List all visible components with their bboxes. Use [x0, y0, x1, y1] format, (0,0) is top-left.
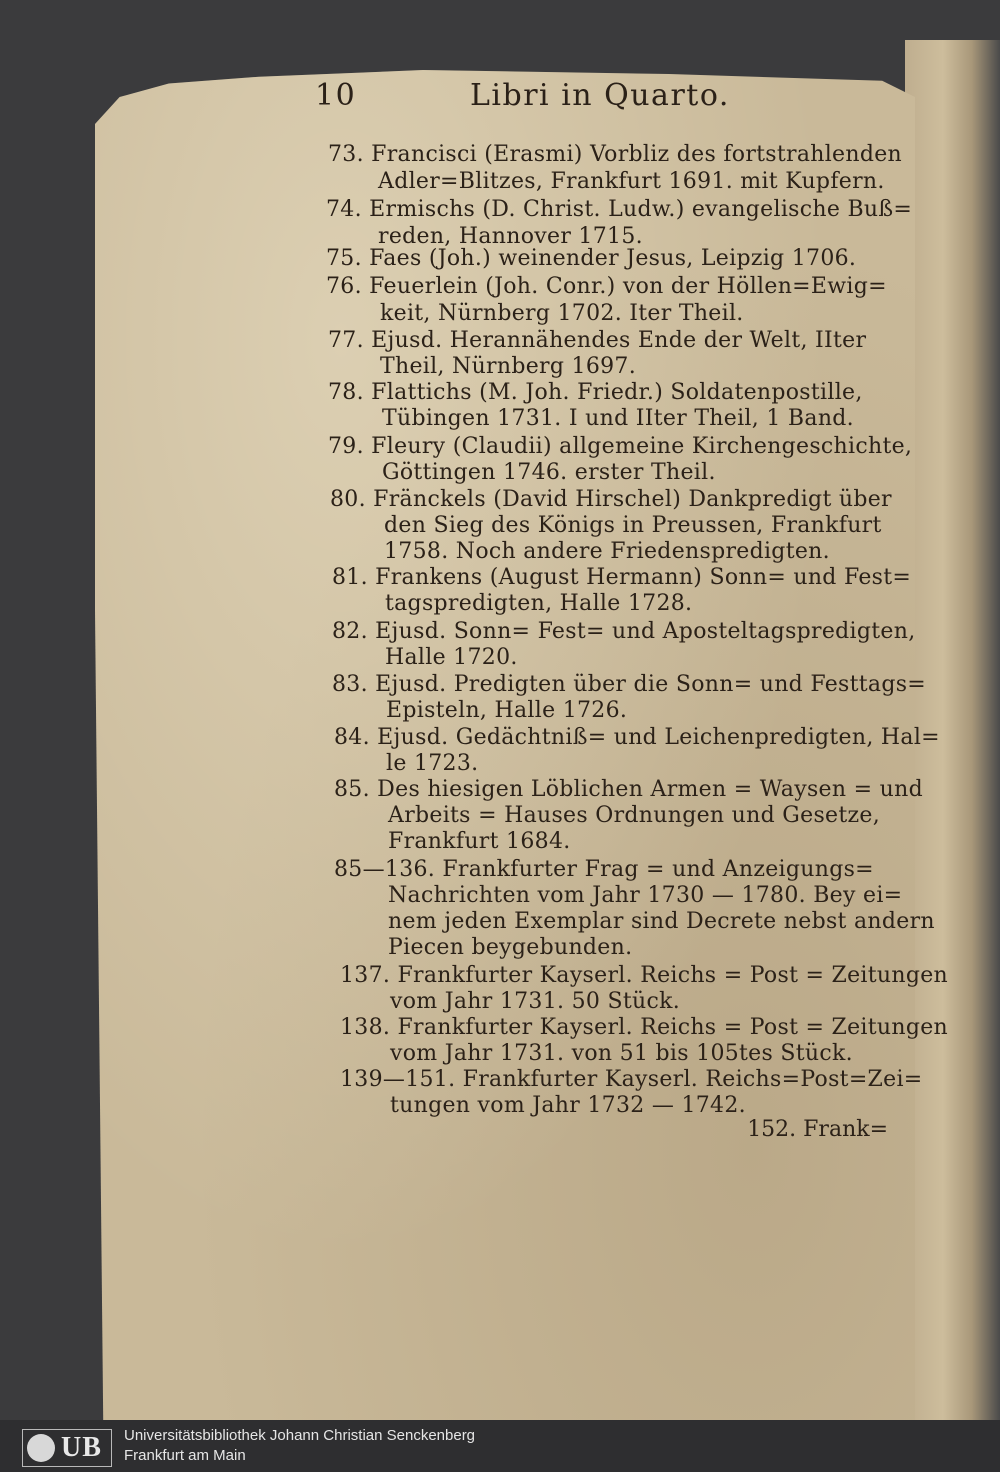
text-line: Frankfurt 1684.	[388, 829, 571, 854]
library-footer	[0, 1420, 1000, 1472]
text-line: Theil, Nürnberg 1697.	[380, 354, 637, 379]
text-line: 1758. Noch andere Friedenspredigten.	[384, 539, 830, 564]
text-line: 81. Frankens (August Hermann) Sonn= und Fest=	[332, 565, 912, 590]
text-line: 82. Ejusd. Sonn= Fest= und Aposteltagspredigten,	[332, 619, 916, 644]
text-line: 79. Fleury (Claudii) allgemeine Kirchengeschichte,	[328, 434, 913, 459]
text-line: le 1723.	[386, 751, 479, 776]
page-title: Libri in Quarto.	[470, 78, 730, 113]
text-line: 74. Ermischs (D. Christ. Ludw.) evangelische Buß=	[326, 197, 913, 222]
text-line: tungen vom Jahr 1732 — 1742.	[390, 1093, 746, 1118]
text-line: Arbeits = Hauses Ordnungen und Gesetze,	[388, 803, 881, 828]
logo-text: UB	[61, 1432, 102, 1463]
catchword: 152. Frank=	[747, 1117, 888, 1142]
text-line: Adler=Blitzes, Frankfurt 1691. mit Kupfern.	[378, 169, 885, 194]
text-line: 84. Ejusd. Gedächtniß= und Leichenpredigten, Hal=	[334, 725, 940, 750]
text-line: Göttingen 1746. erster Theil.	[382, 460, 716, 485]
text-line: 85—136. Frankfurter Frag = und Anzeigungs=	[334, 857, 874, 882]
page-number: 10	[315, 78, 357, 113]
library-name-line1: Universitätsbibliothek Johann Christian Senckenberg	[124, 1427, 476, 1444]
text-line: 138. Frankfurter Kayserl. Reichs = Post = Zeitungen	[340, 1015, 949, 1040]
text-line: 78. Flattichs (M. Joh. Friedr.) Soldatenpostille,	[328, 380, 863, 405]
text-line: keit, Nürnberg 1702. Iter Theil.	[380, 301, 744, 326]
text-line: 76. Feuerlein (Joh. Conr.) von der Höllen=Ewig=	[326, 274, 887, 299]
library-name-line2: Frankfurt am Main	[124, 1447, 246, 1464]
seal-icon	[27, 1434, 55, 1462]
text-line: reden, Hannover 1715.	[378, 224, 643, 249]
text-line: Nachrichten vom Jahr 1730 — 1780. Bey ei=	[388, 883, 903, 908]
text-line: 80. Fränckels (David Hirschel) Dankpredigt über	[330, 487, 892, 512]
text-line: 83. Ejusd. Predigten über die Sonn= und Festtags=	[332, 672, 927, 697]
text-line: tagspredigten, Halle 1728.	[385, 591, 693, 616]
text-line: 85. Des hiesigen Löblichen Armen = Waysen = und	[334, 777, 923, 802]
text-line: 73. Francisci (Erasmi) Vorbliz des fortstrahlenden	[328, 142, 903, 167]
text-line: den Sieg des Königs in Preussen, Frankfurt	[384, 513, 882, 538]
text-line: Piecen beygebunden.	[388, 935, 633, 960]
text-line: Halle 1720.	[385, 645, 518, 670]
text-line: 75. Faes (Joh.) weinender Jesus, Leipzig 1706.	[326, 246, 857, 271]
text-line: Tübingen 1731. I und IIter Theil, 1 Band.	[382, 406, 854, 431]
text-line: vom Jahr 1731. 50 Stück.	[390, 989, 681, 1014]
library-name	[124, 1426, 475, 1466]
library-logo[interactable]	[22, 1429, 112, 1467]
text-line: vom Jahr 1731. von 51 bis 105tes Stück.	[390, 1041, 853, 1066]
text-line: nem jeden Exemplar sind Decrete nebst andern	[388, 909, 935, 934]
text-line: 139—151. Frankfurter Kayserl. Reichs=Post=Zei=	[340, 1067, 923, 1092]
text-line: 137. Frankfurter Kayserl. Reichs = Post = Zeitungen	[340, 963, 949, 988]
text-line: Episteln, Halle 1726.	[386, 698, 628, 723]
text-line: 77. Ejusd. Herannähendes Ende der Welt, IIter	[328, 328, 867, 353]
